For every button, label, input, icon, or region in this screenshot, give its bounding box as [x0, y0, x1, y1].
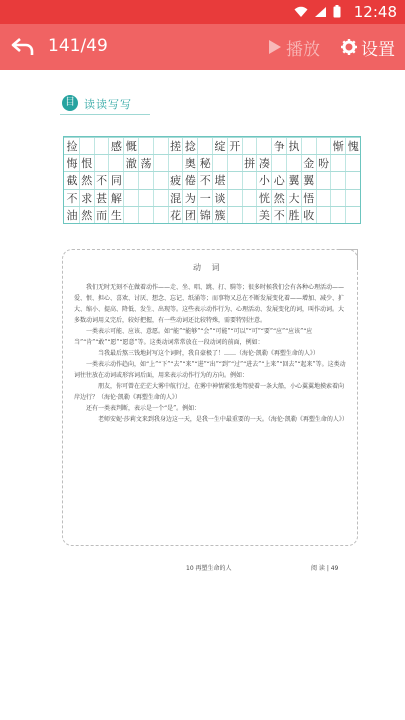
- grid-cell: [344, 190, 362, 207]
- grid-cell: 谈: [214, 191, 226, 205]
- grid-cell: 绽: [214, 140, 226, 153]
- note-paragraph: 一类表示动作趋向，如“上”“下”“去”“来”“进”“出”“到”“过”“进去”“上来”“回去”“起来”等。这类动词往往放在动词或形容词后面，用来表示动作行为的方向。例如：: [74, 361, 346, 379]
- grid-cell: 翼: [303, 174, 315, 188]
- page-counter: 141/49: [48, 36, 108, 56]
- grid-cell: 甚: [96, 191, 108, 205]
- section-icon: 目: [62, 95, 78, 111]
- section-title: 读读写写: [84, 98, 132, 111]
- grid-cell: 生: [110, 208, 122, 222]
- grid-cell: 愧: [347, 140, 359, 153]
- grid-cell: 不: [273, 208, 285, 222]
- settings-button[interactable]: [341, 34, 395, 60]
- grid-cell: 不: [96, 174, 108, 188]
- grid-cell: 大: [288, 191, 300, 205]
- note-paragraph: 我们无时无刻不在做着动作——走、坐、唱、跳、打、騎等；很多时候我们会有各种心理活动——爱、恨、担心、喜欢、讨厌、想念、忘记、纸涌等；而事物又总在不断发展变化着——增加、减少、扩大、缩小、提高、降低、发生、出现等。这些表示动作行为、心理活动、发展变化的词，叫作动词。大多数动词用义完后，较好把握，有一些动词还比较特殊，需要特别注意。: [74, 284, 345, 324]
- grid-cell: 解: [110, 191, 122, 205]
- grid-row: [64, 189, 360, 207]
- grid-cell: 感: [110, 140, 122, 153]
- grid-cell: 而: [96, 208, 108, 222]
- battery-icon: [333, 5, 341, 18]
- grid-cell: 翼: [288, 174, 300, 188]
- signal-icon: [314, 6, 327, 18]
- grid-cell: 搓: [170, 140, 182, 153]
- grid-cell: 小: [258, 174, 270, 188]
- status-bar: [0, 0, 405, 24]
- grid-cell: 心: [273, 174, 285, 188]
- grid-cell: 同: [110, 174, 122, 188]
- grid-cell: 美: [258, 208, 270, 222]
- note-paragraph: 一类表示可能、应该、意愿。如“能”“能够”“会”“可能”“可以”“可”“要”“应”“应该”“应当”“肯”“敢”“愿”“愿意”等。这类动词常常放在一段动词的前面，例如：: [74, 328, 313, 346]
- grid-cell: 拼: [244, 157, 256, 171]
- grid-cell: 然: [81, 174, 93, 188]
- grid-cell: 混: [170, 191, 182, 205]
- grid-cell: 恍: [258, 191, 270, 205]
- grid-cell: 团: [184, 208, 196, 222]
- grid-cell: 倦: [184, 174, 196, 188]
- grid-cell: 然: [273, 191, 285, 205]
- grid-cell: 金: [303, 157, 315, 171]
- grid-cell: 花: [170, 208, 182, 222]
- grid-cell: [344, 155, 362, 172]
- grid-cell: 争: [273, 140, 285, 153]
- note-quote: 朋友，你可曾在茫茫大雾中航行过，在雾中神情紧张地驾驶着一条大船，小心翼翼地摸索着向岸边行？（海伦·凯勒《再塑生命的人》）: [74, 383, 345, 401]
- grid-cell: 荡: [140, 157, 152, 171]
- grid-cell: 慨: [125, 140, 137, 153]
- grid-row: [64, 171, 360, 189]
- note-title: 动 词: [193, 263, 224, 272]
- status-icons: [294, 5, 341, 18]
- note-quote: 当我最后熬三钱地封写这个词时，我自豪极了！……（海伦·凯勒《再塑生命的人》）: [98, 350, 319, 357]
- grid-cell: 凑: [258, 157, 270, 171]
- play-button[interactable]: [268, 34, 320, 60]
- grid-row: [64, 154, 360, 172]
- note-body: [74, 282, 346, 425]
- grid-row: [64, 206, 360, 224]
- vocabulary-grid: [63, 136, 361, 224]
- reader-toolbar: [0, 24, 405, 70]
- grid-cell: [344, 172, 362, 189]
- settings-label: 设置: [361, 39, 395, 60]
- grid-cell: 执: [288, 140, 300, 153]
- grid-cell: 簇: [214, 208, 226, 222]
- gear-icon: [341, 39, 357, 55]
- back-button[interactable]: [10, 34, 38, 60]
- grid-cell: 堪: [214, 174, 226, 188]
- grid-cell: 奥: [184, 157, 196, 171]
- grid-cell: 开: [229, 140, 241, 153]
- grid-cell: 油: [66, 208, 78, 222]
- section-underline: [60, 114, 150, 115]
- grid-cell: 一: [199, 191, 211, 205]
- grid-row: [64, 137, 360, 155]
- grid-cell: 收: [303, 208, 315, 222]
- grid-cell: 疲: [170, 174, 182, 188]
- grid-cell: 悟: [303, 191, 315, 205]
- grid-cell: 秘: [199, 157, 211, 171]
- box-fold-corner: [337, 249, 358, 270]
- page-footer-right: 阅 读 | 49: [311, 565, 339, 572]
- grid-cell: 捻: [184, 140, 196, 153]
- grid-cell: 恨: [81, 157, 93, 171]
- play-icon: [268, 39, 282, 55]
- grid-cell: 为: [184, 191, 196, 205]
- grid-cell: 澈: [125, 157, 137, 171]
- grid-cell: 锦: [199, 208, 211, 222]
- note-paragraph: 还有一类表判断，表示是一个“是”。例如：: [86, 405, 201, 412]
- grid-cell: 胜: [288, 208, 300, 222]
- grid-cell: 不: [199, 174, 211, 188]
- grid-cell: 悔: [66, 157, 78, 171]
- play-label: 播放: [286, 39, 320, 60]
- grid-cell: 求: [81, 191, 93, 205]
- grid-cell: 捡: [66, 140, 78, 153]
- grid-cell: 吩: [318, 157, 330, 171]
- note-quote: 老师安妮·莎莉文来到我身边这一天，是我一生中最重要的一天。（海伦·凯勒《再塑生命的人》）: [98, 416, 348, 423]
- grid-cell: 惭: [332, 140, 344, 153]
- grid-cell: 然: [81, 208, 93, 222]
- grid-cell: 截: [66, 174, 78, 188]
- grid-cell: 不: [66, 191, 78, 205]
- back-arrow-icon: [10, 34, 36, 60]
- grid-cell: [344, 207, 362, 224]
- status-time: 12:48: [353, 3, 397, 21]
- page-footer-left: 10 再塑生命的人: [186, 565, 232, 572]
- wifi-icon: [294, 6, 308, 18]
